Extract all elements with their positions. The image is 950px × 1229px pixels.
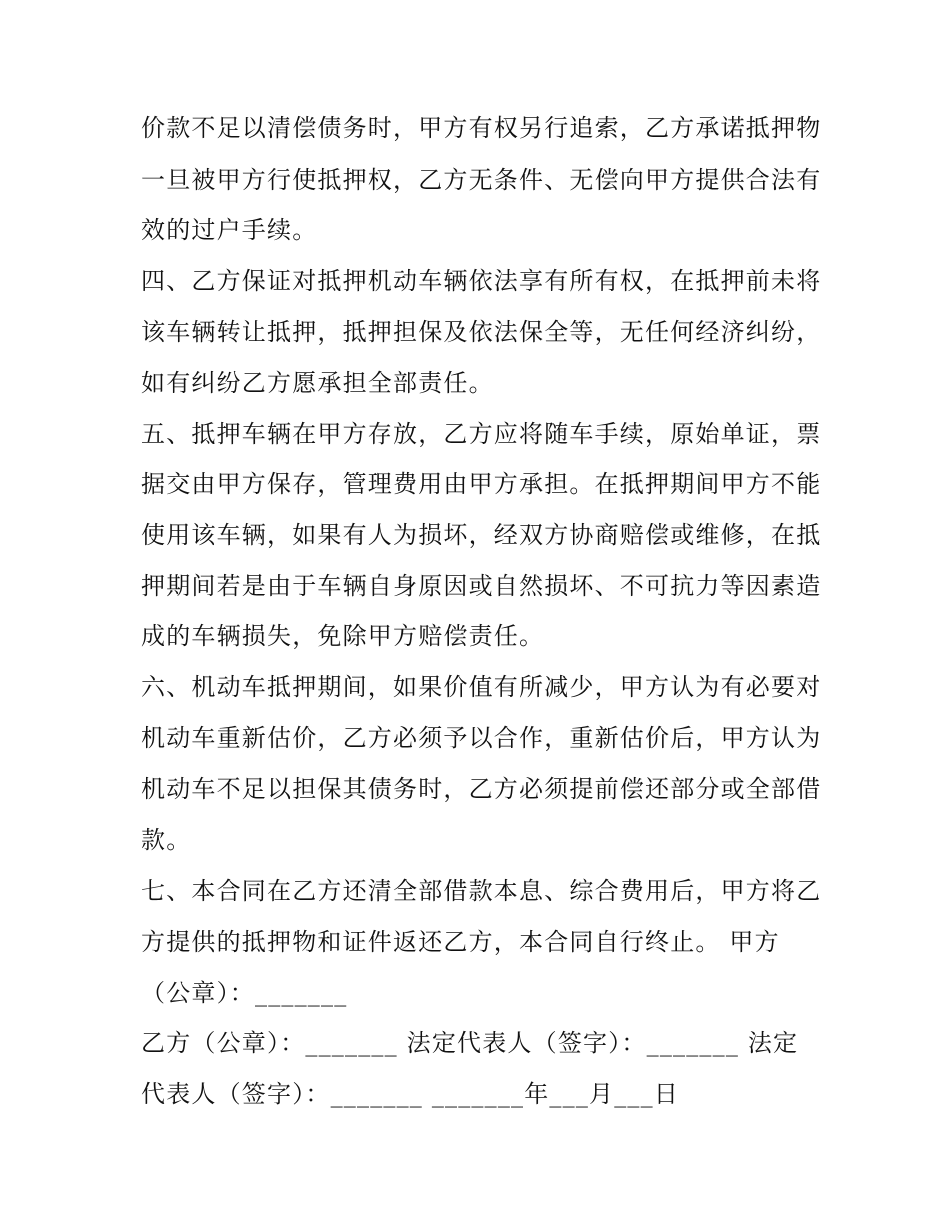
text-line: 机动车不足以担保其债务时，乙方必须提前偿还部分或全部借 xyxy=(141,775,822,803)
signature-line: 代表人（签字）：_______ _______年___月___日 xyxy=(141,1080,680,1108)
text-line: 七、本合同在乙方还清全部借款本息、综合费用后，甲方将乙 xyxy=(141,877,822,905)
text-line: 该车辆转让抵押，抵押担保及依法保全等，无任何经济纠纷， xyxy=(141,318,822,346)
text-line: 据交由甲方保存，管理费用由甲方承担。在抵押期间甲方不能 xyxy=(141,470,822,498)
text-line: 价款不足以清偿债务时，甲方有权另行追索，乙方承诺抵押物 xyxy=(141,114,822,142)
text-line: 押期间若是由于车辆自身原因或自然损坏、不可抗力等因素造 xyxy=(141,572,822,600)
text-line: 方提供的抵押物和证件返还乙方，本合同自行终止。 甲方 xyxy=(141,928,780,956)
signature-line: （公章）：_______ xyxy=(141,979,348,1007)
text-line: 成的车辆损失，免除甲方赔偿责任。 xyxy=(141,622,545,650)
text-line: 六、机动车抵押期间，如果价值有所减少，甲方认为有必要对 xyxy=(141,673,822,701)
text-line: 款。 xyxy=(141,826,192,854)
text-line: 机动车重新估价，乙方必须予以合作，重新估价后，甲方认为 xyxy=(141,724,822,752)
text-line: 效的过户手续。 xyxy=(141,216,318,244)
text-line: 五、抵押车辆在甲方存放，乙方应将随车手续，原始单证，票 xyxy=(141,420,822,448)
text-line: 使用该车辆，如果有人为损坏，经双方协商赔偿或维修，在抵 xyxy=(141,521,822,549)
text-line: 四、乙方保证对抵押机动车辆依法享有所有权，在抵押前未将 xyxy=(141,267,822,295)
text-line: 一旦被甲方行使抵押权，乙方无条件、无偿向甲方提供合法有 xyxy=(141,166,822,194)
text-line: 如有纠纷乙方愿承担全部责任。 xyxy=(141,369,494,397)
signature-line: 乙方（公章）：_______ 法定代表人（签字）：_______ 法定 xyxy=(141,1029,799,1057)
